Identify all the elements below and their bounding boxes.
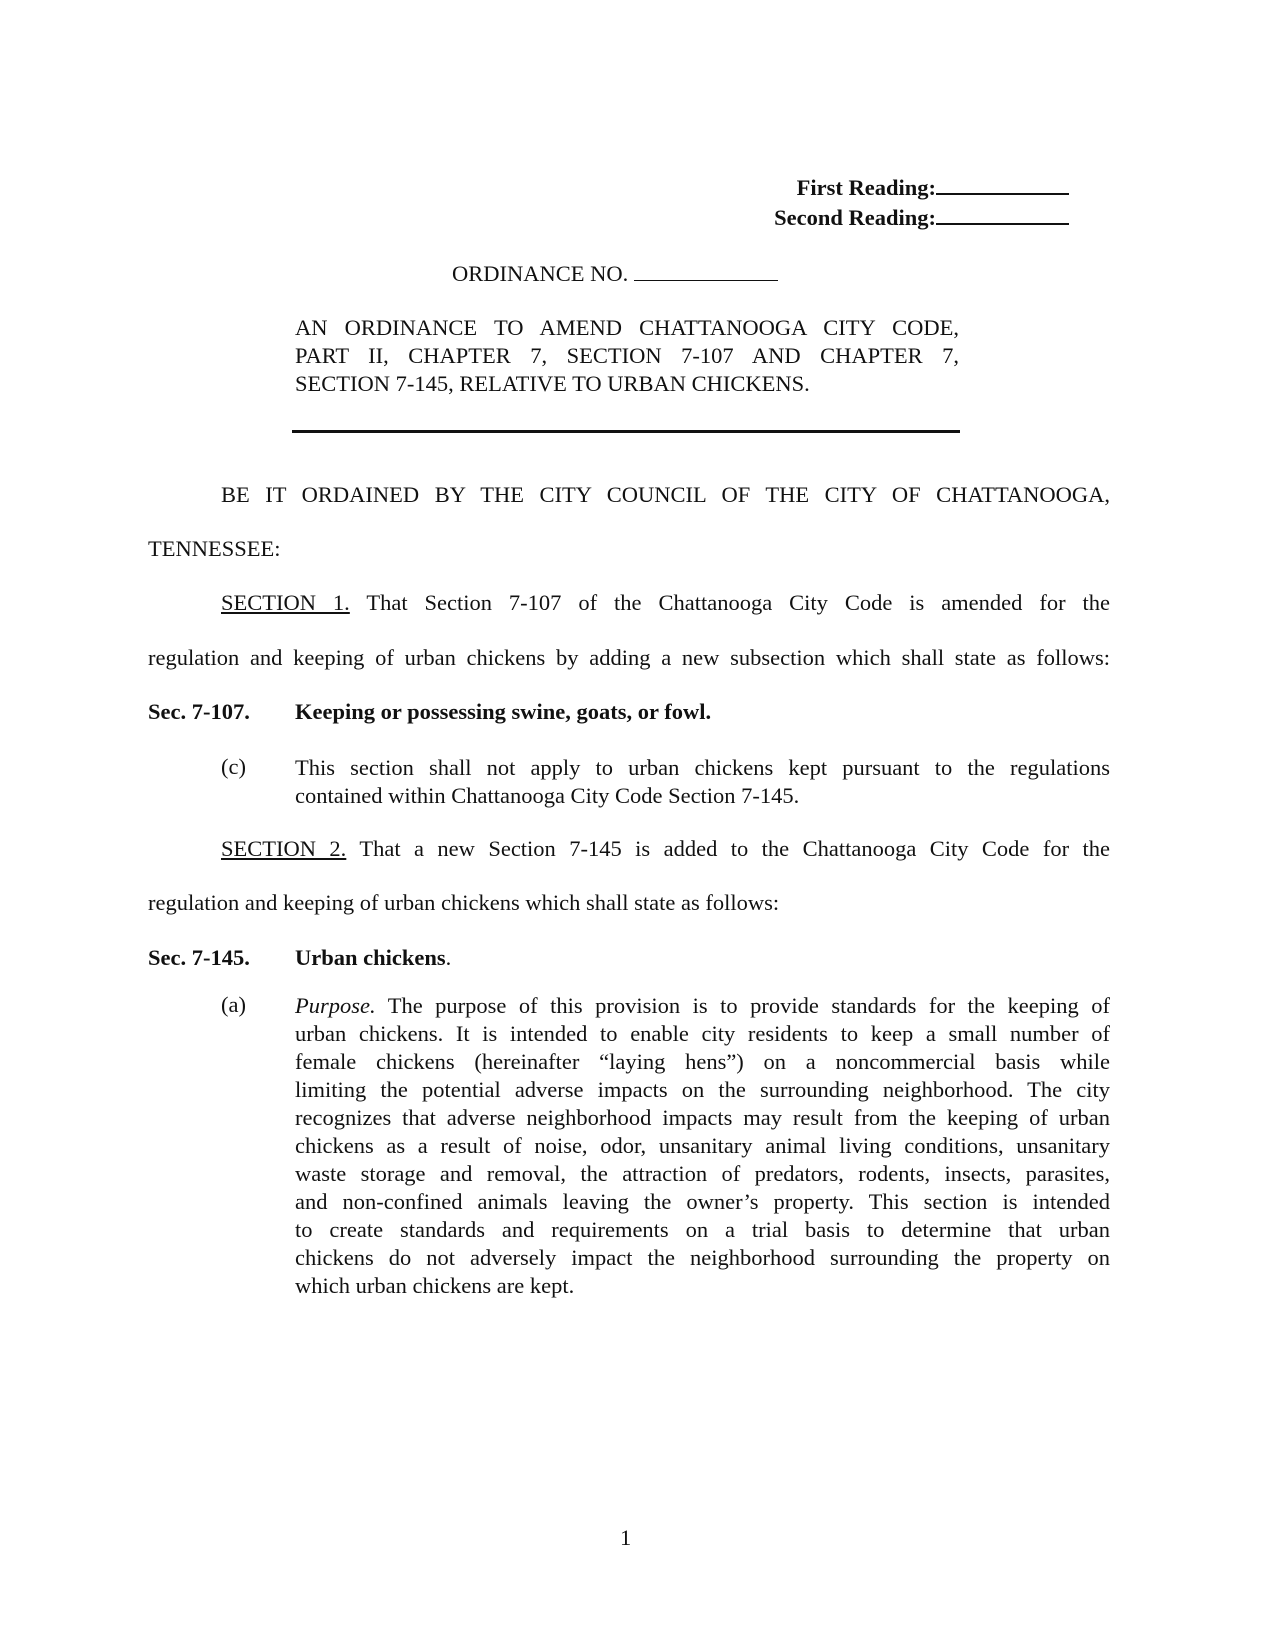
sec-7-107-paragraph	[295, 754, 1110, 810]
para-line: female chickens (hereinafter “laying hens”) on a noncommercial basis while	[295, 1049, 1110, 1074]
para-line: chickens as a result of noise, odor, unsanitary animal living conditions, unsanitary	[295, 1133, 1110, 1158]
section-2-line-1	[221, 836, 1110, 862]
readings-block	[774, 172, 1069, 232]
ordained-line-2: TENNESSEE:	[148, 536, 281, 561]
sec-7-145-para-label: (a)	[221, 992, 246, 1017]
section-2-text: That a new Section 7-145 is added to the Chattanooga City Code for the	[346, 836, 1111, 861]
para-line: waste storage and removal, the attraction of predators, rodents, insects, parasites,	[295, 1161, 1110, 1186]
purpose-first-text: The purpose of this provision is to provide standards for the keeping of	[375, 993, 1110, 1018]
ordinance-number-label: ORDINANCE NO.	[452, 261, 629, 286]
para-line: which urban chickens are kept.	[295, 1273, 575, 1298]
title-rule	[292, 430, 960, 433]
para-line: to create standards and requirements on a trial basis to determine that urban	[295, 1217, 1110, 1242]
para-line: recognizes that adverse neighborhood impacts may result from the keeping of urban	[295, 1105, 1110, 1130]
para-line: and non-confined animals leaving the owner’s property. This section is intended	[295, 1189, 1110, 1214]
sec-7-145-title-text: Urban chickens	[295, 945, 446, 970]
ordinance-number	[452, 260, 778, 287]
title-line: PART II, CHAPTER 7, SECTION 7-107 AND CHAPTER 7,	[295, 343, 959, 368]
para-line: This section shall not apply to urban chickens kept pursuant to the regulations	[295, 755, 1110, 780]
sec-7-145-number-text: Sec. 7-145.	[148, 945, 250, 970]
ordinance-number-blank	[634, 260, 778, 281]
section-1-label: SECTION 1.	[221, 590, 350, 615]
section-2-label: SECTION 2.	[221, 836, 347, 861]
para-line: contained within Chattanooga City Code Section 7-145.	[295, 783, 800, 808]
sec-7-107-title: Keeping or possessing swine, goats, or fowl.	[295, 699, 712, 724]
ordained-line-1: BE IT ORDAINED BY THE CITY COUNCIL OF THE CITY OF CHATTANOOGA,	[221, 482, 1110, 507]
sec-7-107-number: Sec. 7-107.	[148, 699, 250, 724]
section-1-text: That Section 7-107 of the Chattanooga City Code is amended for the	[349, 590, 1110, 615]
first-reading-blank	[936, 172, 1069, 195]
section-1-line-2: regulation and keeping of urban chickens by adding a new subsection which shall state as follows:	[148, 645, 1110, 670]
title-line: SECTION 7-145, RELATIVE TO URBAN CHICKENS.	[295, 371, 810, 396]
first-reading-label: First Reading:	[796, 175, 936, 200]
second-reading-blank	[936, 202, 1069, 225]
para-line: chickens do not adversely impact the neighborhood surrounding the property on	[295, 1245, 1110, 1270]
first-reading	[774, 172, 1069, 202]
ordinance-title	[295, 314, 959, 398]
sec-7-107-para-label: (c)	[221, 754, 246, 779]
second-reading	[774, 202, 1069, 232]
page-number: 1	[620, 1525, 632, 1550]
second-reading-label: Second Reading:	[774, 205, 936, 230]
sec-7-145-title	[295, 945, 451, 971]
section-1-line-1	[221, 590, 1110, 616]
para-line	[295, 992, 1110, 1020]
title-line: AN ORDINANCE TO AMEND CHATTANOOGA CITY CODE,	[295, 315, 959, 340]
purpose-paragraph	[295, 992, 1110, 1300]
sec-7-145-number	[148, 945, 250, 971]
para-line: limiting the potential adverse impacts on the surrounding neighborhood. The city	[295, 1077, 1110, 1102]
para-line: urban chickens. It is intended to enable city residents to keep a small number of	[295, 1021, 1110, 1046]
purpose-label: Purpose.	[295, 993, 376, 1018]
section-2-line-2: regulation and keeping of urban chickens which shall state as follows:	[148, 890, 780, 915]
sec-7-145-title-period: .	[445, 945, 452, 970]
